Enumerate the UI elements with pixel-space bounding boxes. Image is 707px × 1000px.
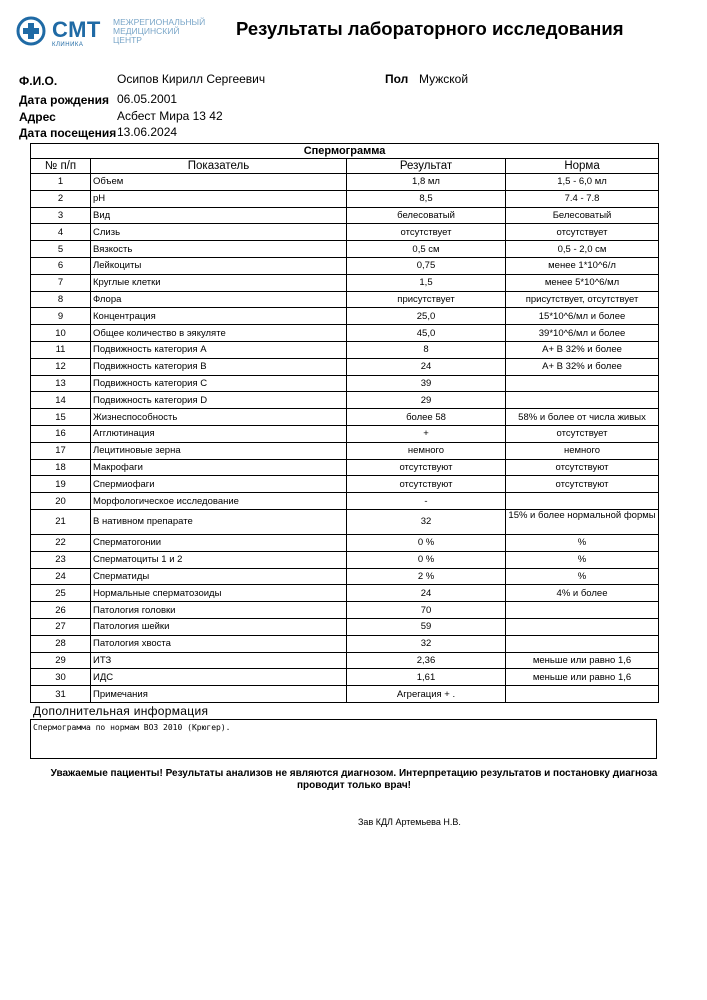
row-number: 4 [31,224,91,241]
row-number: 28 [31,635,91,652]
row-norm: 39*10^6/мл и более [506,325,659,342]
row-result: отсутствуют [347,459,506,476]
row-parameter: Общее количество в эякуляте [91,325,347,342]
patient-name: Осипов Кирилл Сергеевич [117,72,266,86]
row-number: 27 [31,618,91,635]
visit-label: Дата посещения [19,126,117,140]
col-header-result: Результат [347,159,506,174]
row-result: 0 % [347,551,506,568]
table-row [31,341,659,358]
table-body [31,174,659,703]
row-norm: 15% и более нормальной формы [506,509,659,534]
table-row [31,257,659,274]
row-result: 25,0 [347,308,506,325]
document-title: Результаты лабораторного исследования [236,18,624,39]
col-header-number: № п/п [31,159,91,174]
row-norm [506,392,659,409]
table-row [31,686,659,703]
row-number: 12 [31,358,91,375]
disclaimer: Уважаемые пациенты! Результаты анализов не являются диагнозом. Интерпретацию результатов и постановку диагноза проводит только врач! [50,768,658,791]
table-row [31,409,659,426]
row-number: 10 [31,325,91,342]
row-number: 23 [31,551,91,568]
table-row [31,669,659,686]
row-number: 30 [31,669,91,686]
row-parameter: Лецитиновые зерна [91,442,347,459]
row-result: 24 [347,358,506,375]
row-norm [506,686,659,703]
row-norm: % [506,568,659,585]
logo-brand: СМТ [52,17,101,42]
row-result: 0,5 см [347,241,506,258]
row-parameter: Лейкоциты [91,257,347,274]
row-parameter: Сперматогонии [91,534,347,551]
row-number: 19 [31,476,91,493]
spermogram-table [30,143,659,703]
col-header-parameter: Показатель [91,159,347,174]
row-result: - [347,493,506,510]
row-norm: отсутствует [506,224,659,241]
table-row [31,358,659,375]
row-result: 29 [347,392,506,409]
row-norm: 4% и более [506,585,659,602]
row-parameter: Примечания [91,686,347,703]
row-number: 7 [31,274,91,291]
row-number: 17 [31,442,91,459]
row-number: 29 [31,652,91,669]
row-norm: отсутствуют [506,459,659,476]
row-parameter: Патология головки [91,602,347,619]
row-norm: A+ B 32% и более [506,358,659,375]
row-norm: 15*10^6/мл и более [506,308,659,325]
row-norm: 7.4 - 7.8 [506,190,659,207]
col-header-norm: Норма [506,159,659,174]
row-number: 14 [31,392,91,409]
additional-info-text: Спермограмма по нормам ВОЗ 2010 (Крюгер). [30,719,657,759]
row-result: 1,5 [347,274,506,291]
row-parameter: Патология хвоста [91,635,347,652]
row-result: 2,36 [347,652,506,669]
row-parameter: Подвижность категория B [91,358,347,375]
table-row [31,392,659,409]
row-norm: % [506,534,659,551]
table-row [31,190,659,207]
patient-sex: Мужской [419,72,469,86]
additional-info-title: Дополнительная информация [33,704,209,718]
row-parameter: В нативном препарате [91,509,347,534]
row-parameter: Флора [91,291,347,308]
sex-label: Пол [385,72,409,86]
medical-cross-icon [16,16,46,46]
row-parameter: Макрофаги [91,459,347,476]
row-result: 2 % [347,568,506,585]
table-row [31,291,659,308]
row-parameter: Морфологическое исследование [91,493,347,510]
row-norm: менее 1*10^6/л [506,257,659,274]
row-parameter: Подвижность категория A [91,341,347,358]
row-number: 1 [31,174,91,191]
table-row [31,534,659,551]
row-result: 0 % [347,534,506,551]
row-parameter: Подвижность категория D [91,392,347,409]
logo-tagline: МЕЖРЕГИОНАЛЬНЫЙ МЕДИЦИНСКИЙ ЦЕНТР [113,17,206,45]
patient-dob: 06.05.2001 [117,92,178,106]
row-number: 20 [31,493,91,510]
row-norm: A+ B 32% и более [506,341,659,358]
logo-subtitle: КЛИНИКА [52,42,84,48]
row-result: 24 [347,585,506,602]
row-number: 5 [31,241,91,258]
row-norm: присутствует, отсутствует [506,291,659,308]
row-result: более 58 [347,409,506,426]
table-row [31,375,659,392]
row-result: 1,8 мл [347,174,506,191]
row-norm: меньше или равно 1,6 [506,652,659,669]
row-norm: 1,5 - 6,0 мл [506,174,659,191]
row-result: 0,75 [347,257,506,274]
row-number: 3 [31,207,91,224]
table-row [31,207,659,224]
dob-label: Дата рождения [19,93,110,107]
row-number: 24 [31,568,91,585]
row-norm: отсутствуют [506,476,659,493]
row-parameter: ИДС [91,669,347,686]
table-row [31,274,659,291]
row-number: 13 [31,375,91,392]
row-number: 26 [31,602,91,619]
address-label: Адрес [19,110,56,124]
row-norm: отсутствует [506,425,659,442]
row-norm: 0,5 - 2,0 см [506,241,659,258]
row-number: 15 [31,409,91,426]
row-parameter: Спермиофаги [91,476,347,493]
table-row [31,308,659,325]
row-result: 8,5 [347,190,506,207]
table-row [31,224,659,241]
table-row [31,618,659,635]
table-row [31,425,659,442]
row-result: отсутствуют [347,476,506,493]
table-row [31,568,659,585]
table-row [31,325,659,342]
row-norm: менее 5*10^6/мл [506,274,659,291]
table-row [31,174,659,191]
row-number: 11 [31,341,91,358]
row-result: 59 [347,618,506,635]
table-row [31,459,659,476]
row-result: 1,61 [347,669,506,686]
table-row [31,652,659,669]
row-number: 31 [31,686,91,703]
row-norm: немного [506,442,659,459]
table-row [31,635,659,652]
patient-address: Асбест Мира 13 42 [117,109,223,123]
table-row [31,493,659,510]
row-parameter: Сперматоциты 1 и 2 [91,551,347,568]
table-row [31,241,659,258]
row-number: 6 [31,257,91,274]
name-label: Ф.И.О. [19,74,58,88]
row-number: 9 [31,308,91,325]
row-norm [506,375,659,392]
row-norm [506,635,659,652]
row-result: 32 [347,635,506,652]
table-row [31,476,659,493]
row-number: 21 [31,509,91,534]
row-result: белесоватый [347,207,506,224]
row-result: Агрегация + . [347,686,506,703]
row-result: + [347,425,506,442]
row-parameter: Слизь [91,224,347,241]
clinic-logo [16,14,206,48]
row-number: 18 [31,459,91,476]
row-number: 22 [31,534,91,551]
row-norm [506,493,659,510]
row-parameter: Концентрация [91,308,347,325]
table-row [31,442,659,459]
row-norm [506,602,659,619]
row-result: 32 [347,509,506,534]
row-parameter: Агглютинация [91,425,347,442]
row-result: присутствует [347,291,506,308]
row-parameter: Жизнеспособность [91,409,347,426]
row-norm: % [506,551,659,568]
table-row [31,509,659,534]
row-parameter: Объем [91,174,347,191]
row-parameter: Вид [91,207,347,224]
row-number: 2 [31,190,91,207]
row-parameter: Патология шейки [91,618,347,635]
table-row [31,551,659,568]
row-norm: меньше или равно 1,6 [506,669,659,686]
table-row [31,602,659,619]
row-result: 39 [347,375,506,392]
row-result: 70 [347,602,506,619]
row-result: 45,0 [347,325,506,342]
row-parameter: Подвижность категория C [91,375,347,392]
table-row [31,585,659,602]
visit-date: 13.06.2024 [117,125,178,139]
row-result: 8 [347,341,506,358]
row-norm [506,618,659,635]
row-number: 25 [31,585,91,602]
row-number: 8 [31,291,91,308]
row-number: 16 [31,425,91,442]
row-parameter: Сперматиды [91,568,347,585]
row-parameter: pH [91,190,347,207]
signature: Зав КДЛ Артемьева Н.В. [358,817,461,827]
row-parameter: Нормальные сперматозоиды [91,585,347,602]
row-parameter: Вязкость [91,241,347,258]
table-title: Спермограмма [31,144,659,159]
row-parameter: ИТЗ [91,652,347,669]
row-norm: Белесоватый [506,207,659,224]
row-result: немного [347,442,506,459]
row-parameter: Круглые клетки [91,274,347,291]
row-result: отсутствует [347,224,506,241]
row-norm: 58% и более от числа живых [506,409,659,426]
